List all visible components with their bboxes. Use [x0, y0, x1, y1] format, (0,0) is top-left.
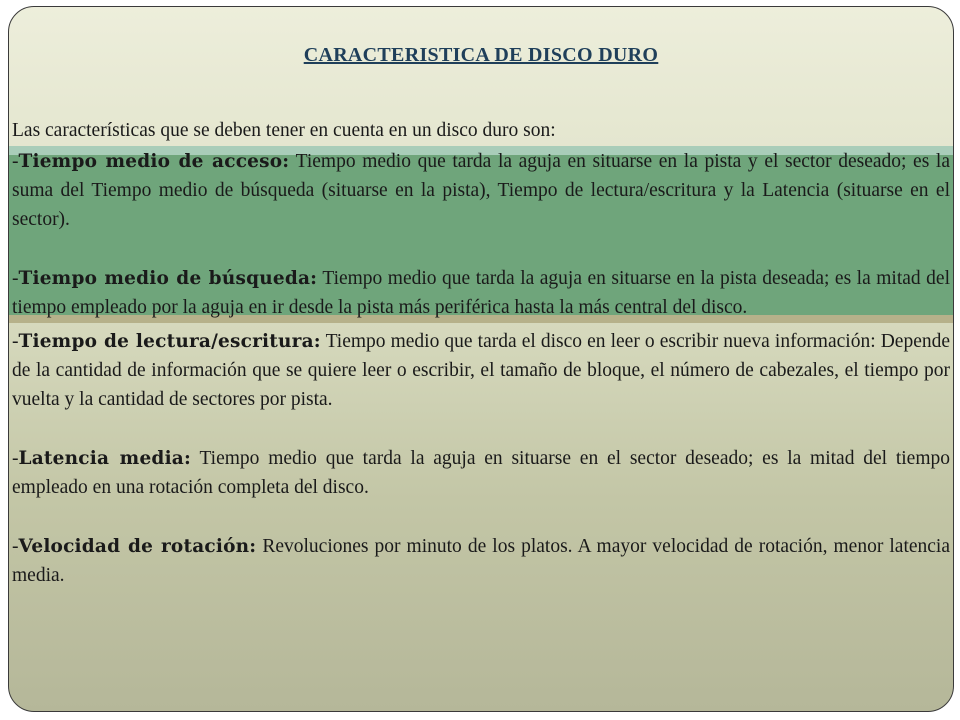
item-velocidad-rotacion	[12, 532, 950, 590]
item-description: Tiempo medio que tarda la aguja en situarse en la pista deseada; es la mitad del tiempo empleado por la aguja en ir desde la pista más periférica hasta la más central del disco.	[12, 268, 950, 318]
item-term: Tiempo medio de acceso:	[18, 151, 290, 172]
item-dash: -	[12, 536, 19, 557]
slide-frame	[8, 6, 954, 712]
item-description: Tiempo medio que tarda la aguja en situarse en el sector deseado; es la mitad del tiempo empleado en una rotación completa del disco.	[12, 448, 950, 498]
item-dash: -	[12, 268, 19, 289]
item-tiempo-lectura-escritura	[12, 327, 950, 414]
item-term: Latencia media:	[18, 448, 192, 469]
item-term: Tiempo medio de búsqueda:	[18, 268, 318, 289]
item-tiempo-medio-busqueda	[12, 264, 950, 322]
item-dash: -	[12, 331, 19, 352]
item-term: Velocidad de rotación:	[18, 536, 257, 557]
item-description: Tiempo medio que tarda el disco en leer o escribir nueva información: Depende de la cantidad de información que se quiere leer o escribir, el tamaño de bloque, el número de cabezales, el tiempo por vuelta y la cantidad de sectores por pista.	[12, 331, 950, 410]
slide-title: CARACTERISTICA DE DISCO DURO	[303, 44, 659, 66]
intro-text: Las características que se deben tener en cuenta en un disco duro son:	[12, 120, 556, 141]
item-term: Tiempo de lectura/escritura:	[18, 331, 321, 352]
item-description: Revoluciones por minuto de los platos. A mayor velocidad de rotación, menor latencia media.	[12, 536, 950, 586]
item-description: Tiempo medio que tarda la aguja en situarse en la pista y el sector deseado; es la suma del Tiempo medio de búsqueda (situarse en la pista), Tiempo de lectura/escritura y la Latencia (situarse en el sector).	[12, 151, 950, 230]
item-dash: -	[12, 448, 19, 469]
slide-content	[12, 41, 950, 590]
item-latencia-media	[12, 444, 950, 502]
item-dash: -	[12, 151, 19, 172]
item-tiempo-medio-acceso	[12, 147, 950, 234]
